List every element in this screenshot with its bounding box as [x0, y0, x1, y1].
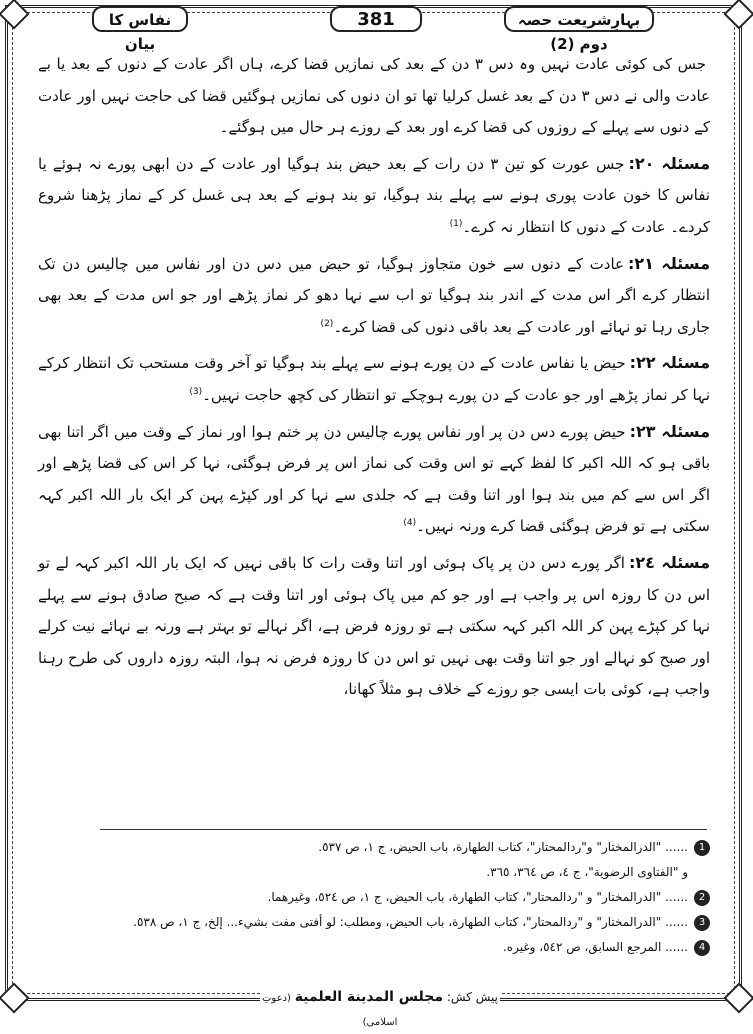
footnote-text: ...... المرجع السابق، ص ٥٤٢، وغيره.	[502, 940, 688, 954]
paragraph-text: جس کی کوئی عادت نہیں وہ دس ٣ دن کے بعد کی نمازیں قضا کرے، ہاں اگر عادت کے دنوں کے بعد یا بے عادت والی نے دس ٣ دن کے بعد غسل کرلیا تھا تو ان دنوں کی نمازیں ہوگئیں قضا کی حاجت نہیں اور عادت کے دنوں سے پہلے کے روزوں کی قضا کرے اور بعد کے روزے ہر حال میں ہوگئے۔	[38, 55, 710, 137]
paragraph-text: حیض یا نفاس عادت کے دن پورے ہونے سے پہلے بند ہوگیا تو آخر وقت مستحب تک انتظار کرکے نہا کر نماز پڑھے اور جو عادت کے دن پورے ہوچکے تو انتظار کی کچھ حاجت نہیں۔	[38, 354, 710, 404]
footnote-text: ...... "الدرالمختار" و"ردالمحتار"، كتاب الطهارة، باب الحيض، ج ١، ص ٥٣٧.	[318, 840, 688, 854]
footnote-text: و "الفتاوى الرضوية"، ج ٤، ص ٣٦٤، ٣٦٥.	[486, 865, 688, 879]
footnote-number: 1	[694, 840, 710, 856]
footnote-number: 2	[694, 890, 710, 906]
publisher-sub: (دعوتِ اسلامی)	[262, 993, 398, 1028]
footnote-ref: (2)	[320, 318, 334, 329]
paragraph-text: جس عورت کو تین ٣ دن رات کے بعد حیض بند ہوگیا اور عادت کے دن ابھی پورے نہ ہوئے یا نفاس کا خون عادت پوری ہونے سے پہلے بند ہوگیا، تو بند ہونے کے بعد ہی غسل کر کے نماز پڑھنا شروع کردے۔ عادت کے دنوں کا انتظار نہ کرے۔	[38, 154, 710, 236]
paragraph	[38, 248, 710, 344]
book-title: بہارِشریعت حصہ دوم (2)	[504, 6, 654, 32]
paragraph-text: حیض پورے دس دن پر اور نفاس پورے چالیس دن پر ختم ہوا اور نماز کے وقت میں اگر اتنا بھی باقی ہو کہ اللہ اکبر کا لفظ کہے تو اس وقت کی نماز اس پر فرض ہوگئی، نہا کر اس کی قضا پڑھے اور اگر اس سے کم میں بند ہوا اور اتنا وقت ہے کہ جلدی سے نہا کر اور کپڑے پہن کر ایک بار اللہ اکبر کہہ سکتی ہے تو فرض ہوگئی قضا کرے ورنہ نہیں۔	[38, 422, 710, 536]
footnote-text: ...... "الدرالمختار" و "ردالمحتار"، كتاب الطهارة، باب الحيض، ومطلب: لو أفتى مفت بشيء... إلخ، ج ١، ص ٥٣٨.	[133, 915, 688, 929]
masala-label: مسئلہ ٢٠:	[628, 153, 710, 173]
masala-label: مسئلہ ٢١:	[628, 253, 710, 273]
masala-label: مسئلہ ٢٢:	[629, 353, 710, 373]
publisher-name: مجلس المدينة العلمية	[294, 989, 444, 1005]
paragraph	[38, 547, 710, 706]
publisher-footer	[260, 986, 500, 1028]
footnote	[38, 835, 710, 860]
body-text	[38, 48, 710, 710]
footnote	[38, 910, 710, 935]
chapter-title: نفاس کا بیان	[92, 6, 188, 32]
footnote-ref: (1)	[449, 218, 463, 229]
footnote	[38, 885, 710, 910]
footnote-ref: (4)	[403, 518, 417, 529]
footnote	[38, 860, 710, 885]
footnote-divider	[100, 829, 707, 830]
page-number: 381	[330, 6, 422, 32]
paragraph-text: عادت کے دنوں سے خون متجاوز ہوگیا، تو حیض میں دس دن اور نفاس میں چالیس دن تک انتظار کرے اگر اس مدت کے اندر بند ہوگیا تو اب سے نہا دھو کر نماز پڑھے اور جو اس مدت کے بعد بھی جاری رہا تو نہائے اور عادت کے بعد باقی دنوں کی قضا کرے۔	[38, 254, 710, 336]
paragraph	[38, 48, 710, 144]
masala-label: مسئلہ ٢٤:	[628, 552, 710, 572]
footer-prefix: پیش کش:	[446, 990, 498, 1004]
paragraph	[38, 347, 710, 411]
footnote-ref: (3)	[189, 386, 203, 397]
footnote	[38, 935, 710, 960]
footnote-number: 3	[694, 915, 710, 931]
paragraph-text: اگر پورے دس دن پر پاک ہوئی اور اتنا وقت رات کا باقی نہیں کہ ایک بار اللہ اکبر کہہ لے تو اس دن کا روزہ اس پر واجب ہے اور جو کم میں پاک ہوئی اور اتنا وقت ہے کہ صبح صادق ہونے سے پہلے نہا کر کپڑے پہن کر اللہ اکبر کہہ سکتی ہے تو روزہ فرض ہے، اگر نہالے تو بہتر ہے ورنہ بے نہائے نیت کرلے اور صبح کو نہالے اور جو اتنا وقت بھی نہیں تو اس دن کا روزہ فرض نہ ہوا، البتہ روزہ داروں کی طرح رہنا واجب ہے، کوئی بات ایسی جو روزے کے خلاف ہو مثلاً کھانا،	[38, 553, 710, 699]
footnote-text: ...... "الدرالمختار" و "ردالمحتار"، كتاب الطهارة، باب الحيض، ج ١، ص ٥٢٤، وغيرهما.	[267, 890, 688, 904]
paragraph	[38, 416, 710, 543]
paragraph	[38, 148, 710, 244]
masala-label: مسئلہ ٢٣:	[629, 421, 710, 441]
footnotes	[38, 835, 710, 960]
footnote-number: 4	[694, 940, 710, 956]
